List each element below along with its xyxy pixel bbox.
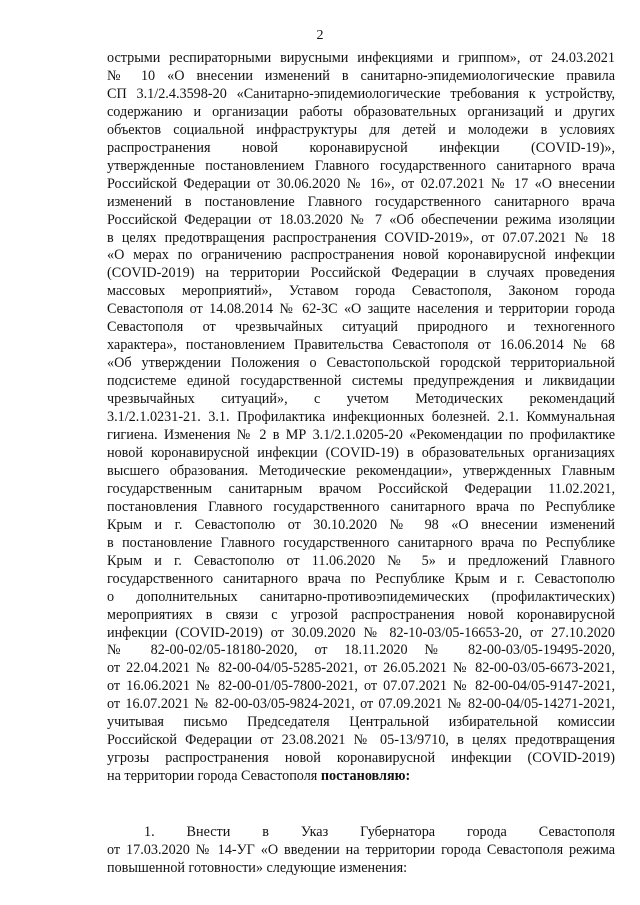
text-line: от 16.07.2021 № 82-00-03/05-9824-2021, от 07.09.2021 № 82-00-04/05-14271-2021, — [107, 696, 615, 713]
text-line: объектов социальной инфраструктуры для детей и молодежи в условиях — [107, 121, 615, 138]
text-line: мероприятиях в связи с угрозой распространения новой коронавирусной — [107, 606, 615, 623]
text-line: подсистеме единой государственной системы предупреждения и ликвидации — [107, 373, 615, 390]
item-1-line: от 17.03.2020 № 14-УГ «О введении на территории города Севастополя режима — [107, 842, 615, 859]
text-line: государственным санитарным врачом Российской Федерации 11.02.2021, — [107, 480, 615, 497]
text-line: Севастополя от чрезвычайных ситуаций природного и техногенного — [107, 319, 615, 336]
text-line: СП 3.1/2.4.3598-20 «Санитарно-эпидемиологические требования к устройству, — [107, 85, 615, 102]
text-line: 3.1/2.1.0231-21. 3.1. Профилактика инфекционных болезней. 2.1. Коммунальная — [107, 409, 615, 426]
text-line: массовых мероприятий», Уставом города Севастополя, Законом города — [107, 283, 615, 300]
text-line: № 10 «О внесении изменений в санитарно-эпидемиологические правила — [107, 67, 615, 84]
text-line: постановления Главного государственного санитарного врача по Республике — [107, 498, 615, 515]
text-line: Севастополя от 14.08.2014 № 62-ЗС «О защите населения и территории города — [107, 301, 615, 318]
text-line: «Об утверждении Положения о Севастопольской городской территориальной — [107, 355, 615, 372]
text-line: Крым и г. Севастополю от 11.06.2020 № 5» и предложений Главного — [107, 552, 615, 569]
text-line: № 82-00-02/05-18180-2020, от 18.11.2020 № 82-00-03/05-19495-2020, — [107, 642, 615, 659]
text-line: инфекции (COVID-2019) от 30.09.2020 № 82-10-03/05-16653-20, от 27.10.2020 — [107, 624, 615, 641]
text-line: чрезвычайных ситуаций», с учетом Методических рекомендаций — [107, 391, 615, 408]
text-line: о дополнительных санитарно-противоэпидемических (профилактических) — [107, 588, 615, 605]
text-line: гигиена. Изменения № 2 в МР 3.1/2.1.0205-20 «Рекомендации по профилактике — [107, 427, 615, 444]
text-line: учитывая письмо Председателя Центральной избирательной комиссии — [107, 714, 615, 731]
text-line: изменений в постановление Главного государственного санитарного врача — [107, 193, 615, 210]
text-line: государственного санитарного врача по Республике Крым и г. Севастополю — [107, 570, 615, 587]
preamble-paragraph — [107, 50, 615, 878]
text-line-final — [107, 768, 615, 786]
text-line: утвержденные постановлением Главного государственного санитарного врача — [107, 157, 615, 174]
text-line: распространения новой коронавирусной инфекции (COVID-19)», — [107, 139, 615, 156]
text-line: в постановление Главного государственного санитарного врача по Республике — [107, 534, 615, 551]
text-line: высшего образования. Методические рекомендации», утвержденных Главным — [107, 462, 615, 479]
text-line: в целях предотвращения распространения COVID-2019», от 07.07.2021 № 18 — [107, 229, 615, 246]
text-line: Крым и г. Севастополю от 30.10.2020 № 98 «О внесении изменений — [107, 516, 615, 533]
decree-word: постановляю: — [320, 768, 411, 785]
text-line: Российской Федерации от 30.06.2020 № 16», от 02.07.2021 № 17 «О внесении — [107, 175, 615, 192]
text-line: от 16.06.2021 № 82-00-01/05-7800-2021, от 07.07.2021 № 82-00-04/05-9147-2021, — [107, 678, 615, 695]
text-line: Российской Федерации от 23.08.2021 № 05-13/9710, в целях предотвращения — [107, 732, 615, 749]
item-1-line: 1. Внести в Указ Губернатора города Севастополя — [144, 824, 615, 841]
text-line: (COVID-2019) на территории Российской Федерации в случаях проведения — [107, 265, 615, 282]
text-line: характера», постановлением Правительства Севастополя от 16.06.2014 № 68 — [107, 337, 615, 354]
text-line: угрозы распространения новой коронавирусной инфекции (COVID-2019) — [107, 750, 615, 767]
text-line: новой коронавирусной инфекции (COVID-19) в образовательных организациях — [107, 444, 615, 461]
paragraph-gap — [107, 786, 615, 824]
text-line: «О мерах по ограничению распространения новой коронавирусной инфекции — [107, 247, 615, 264]
item-1-line: повышенной готовности» следующие изменения: — [107, 859, 408, 876]
text-line: острыми респираторными вирусными инфекциями и гриппом», от 24.03.2021 — [107, 50, 615, 66]
text-line: содержанию и организации работы образовательных организаций и других — [107, 103, 615, 120]
text-line: от 22.04.2021 № 82-00-04/05-5285-2021, от 26.05.2021 № 82-00-03/05-6673-2021, — [107, 660, 615, 677]
text-line: Российской Федерации от 18.03.2020 № 7 «Об обеспечении режима изоляции — [107, 211, 615, 228]
text-line-tail: на территории города Севастополя — [107, 768, 318, 785]
page-number: 2 — [316, 28, 324, 43]
